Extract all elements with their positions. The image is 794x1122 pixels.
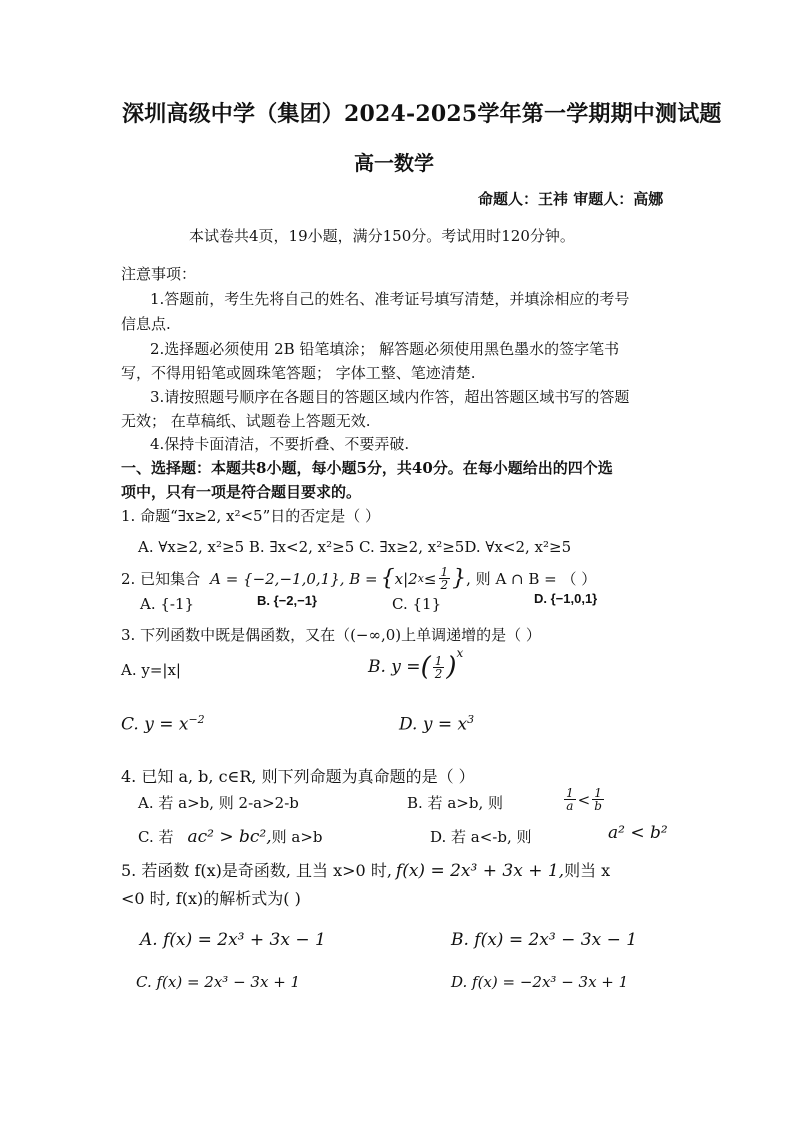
note-3-cont: 无效； 在草稿纸、试题卷上答题无效. xyxy=(121,412,371,430)
question-2-option-a: A. {-1} xyxy=(140,595,195,613)
note-4: 4.保持卡面清洁，不要折叠、不要弄破. xyxy=(150,435,410,453)
question-1-stem: 1. 命题“∃x≥2, x²<5”日的否定是（ ） xyxy=(121,507,381,525)
authors-line: 命题人：王祎 审题人：高娜 xyxy=(478,190,664,208)
question-4-option-b-math: $\frac{1}{a}$ < $\frac{1}{b}$ xyxy=(566,786,602,813)
question-4-option-d-math: a² < b² xyxy=(608,823,668,843)
question-2-option-b: B. {−2,−1} xyxy=(257,593,317,608)
section-heading-cont: 项中，只有一项是符合题目要求的。 xyxy=(121,483,362,501)
section-heading: 一、选择题：本题共8小题，每小题5分，共40分。在每小题给出的四个选 xyxy=(121,459,613,477)
question-3-option-d: D. $y = x^3$ xyxy=(399,713,475,735)
question-2-stem: 2. 已知集合 A = {−2,−1,0,1}, B = { x|2 x ≤ $\frac{1}{2}$ } , 则 A ∩ B = （ ） xyxy=(121,565,597,592)
q2-fraction: $\frac{1}{2}$ xyxy=(440,565,449,592)
note-1-cont: 信息点. xyxy=(121,315,171,333)
question-1-options: A. ∀x≥2, x²≥5 B. ∃x<2, x²≥5 C. ∃x≥2, x²≥5D. ∀x<2, x²≥5 xyxy=(138,538,572,556)
note-1: 1.答题前，考生先将自己的姓名、准考证号填写清楚，并填涂相应的考号 xyxy=(150,290,630,308)
question-5-stem-cont: <0 时, f(x)的解析式为( ) xyxy=(121,889,301,908)
question-4-option-b: B. 若 a>b, 则 xyxy=(407,794,503,812)
subject-title: 高一数学 xyxy=(354,151,434,175)
question-5-option-d: D. f(x) = −2x³ − 3x + 1 xyxy=(451,973,629,991)
question-3-option-b: B. y = ( $\frac{1}{2}$ ) x xyxy=(368,646,464,682)
q2-le: ≤ xyxy=(423,569,437,588)
question-2-option-d: D. {−1,0,1} xyxy=(534,591,598,606)
exam-title: 深圳高级中学（集团）2024-2025学年第一学期期中测试题 xyxy=(122,101,722,127)
question-3-option-c: C. $y = x^{-2}$ xyxy=(121,713,205,735)
q2-set-b-exp: x xyxy=(417,572,424,585)
question-5-option-a: A. f(x) = 2x³ + 3x − 1 xyxy=(140,930,326,950)
note-2: 2.选择题必须使用 2B 铅笔填涂； 解答题必须使用黑色墨水的签字笔书 xyxy=(150,340,620,358)
question-5-stem: 5. 若函数 f(x)是奇函数, 且当 x>0 时, f(x) = 2x³ + 3x + 1, 则当 x xyxy=(121,861,611,881)
question-4-stem: 4. 已知 a, b, c∈R, 则下列命题为真命题的是（ ） xyxy=(121,767,475,786)
q2-set-b-left: x|2 xyxy=(394,569,418,588)
q2-prefix: 2. 已知集合 xyxy=(121,570,201,588)
question-3-option-a: A. y=|x| xyxy=(121,661,181,679)
question-3-stem: 3. 下列函数中既是偶函数，又在（(−∞,0)上单调递增的是（ ） xyxy=(121,626,541,644)
note-2-cont: 写，不得用铅笔或圆珠笔答题； 字体工整、笔迹清楚. xyxy=(121,364,476,382)
question-4-option-a: A. 若 a>b, 则 2-a>2-b xyxy=(138,794,299,812)
q2-suffix: , 则 A ∩ B = （ ） xyxy=(466,570,597,588)
question-4-option-c: C. 若 ac² > bc², 则 a>b xyxy=(138,827,323,847)
exam-info: 本试卷共4页，19小题，满分150分。考试用时120分钟。 xyxy=(189,227,575,245)
note-3: 3.请按照题号顺序在各题目的答题区域内作答，超出答题区域书写的答题 xyxy=(150,388,630,406)
notes-heading: 注意事项： xyxy=(121,265,197,283)
question-5-option-b: B. f(x) = 2x³ − 3x − 1 xyxy=(451,930,638,950)
question-2-option-c: C. {1} xyxy=(392,595,442,613)
q3-b-fraction: $\frac{1}{2}$ xyxy=(434,653,443,681)
question-5-option-c: C. f(x) = 2x³ − 3x + 1 xyxy=(136,973,301,991)
question-4-option-d: D. 若 a<-b, 则 xyxy=(430,828,532,846)
q2-set-a: A = {−2,−1,0,1}, B = xyxy=(210,569,378,588)
